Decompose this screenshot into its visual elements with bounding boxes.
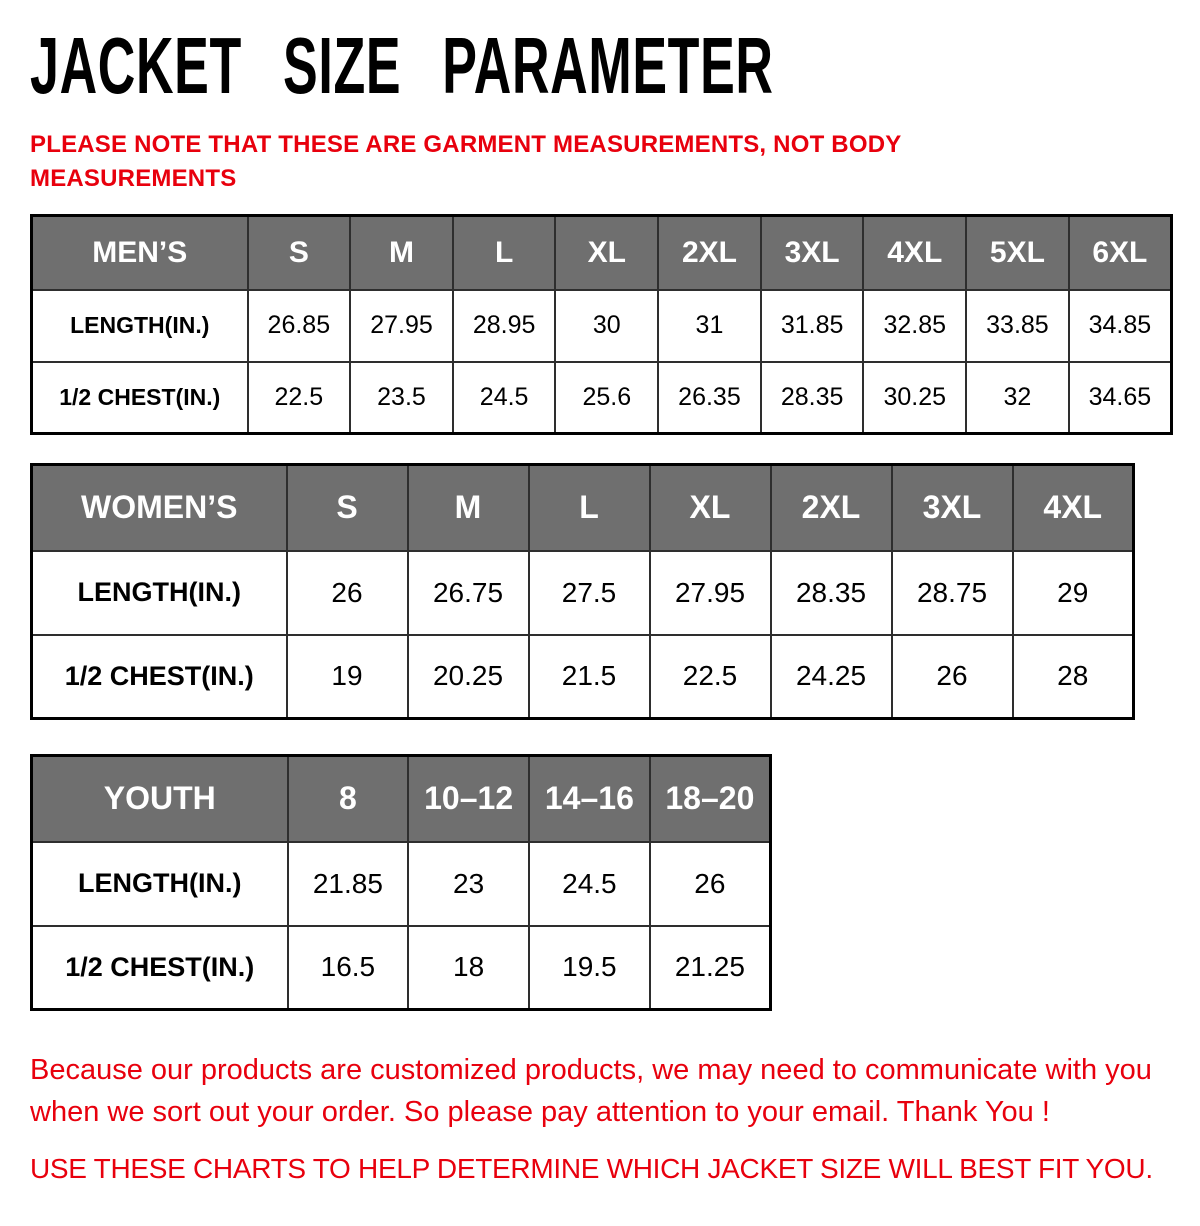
womens-row-label: LENGTH(IN.) xyxy=(32,551,287,635)
womens-table-row xyxy=(32,551,1134,635)
womens-size-value: 26.75 xyxy=(408,551,529,635)
mens-size-value: 26.35 xyxy=(658,362,761,434)
mens-size-value: 31 xyxy=(658,290,761,362)
womens-size-header: 2XL xyxy=(771,465,892,551)
womens-size-header: 4XL xyxy=(1013,465,1134,551)
mens-header-row xyxy=(32,216,1172,290)
womens-size-value: 28 xyxy=(1013,635,1134,719)
mens-size-header: 2XL xyxy=(658,216,761,290)
mens-size-value: 31.85 xyxy=(761,290,864,362)
mens-size-header: 4XL xyxy=(863,216,966,290)
mens-size-value: 30.25 xyxy=(863,362,966,434)
womens-table-title: WOMEN’S xyxy=(32,465,287,551)
youth-row-label: 1/2 CHEST(IN.) xyxy=(32,926,288,1010)
mens-table-row xyxy=(32,290,1172,362)
mens-size-value: 33.85 xyxy=(966,290,1069,362)
mens-size-table xyxy=(30,214,1173,435)
womens-size-value: 19 xyxy=(287,635,408,719)
womens-size-value: 21.5 xyxy=(529,635,650,719)
youth-table-row xyxy=(32,842,771,926)
youth-size-value: 16.5 xyxy=(288,926,409,1010)
mens-size-header: 6XL xyxy=(1069,216,1172,290)
youth-size-value: 23 xyxy=(408,842,529,926)
womens-size-value: 28.75 xyxy=(892,551,1013,635)
measurement-note: PLEASE NOTE THAT THESE ARE GARMENT MEASUREMENTS, NOT BODY MEASUREMENTS xyxy=(30,131,902,192)
womens-size-header: XL xyxy=(650,465,771,551)
womens-size-value: 29 xyxy=(1013,551,1134,635)
youth-header-row xyxy=(32,756,771,842)
womens-size-value: 26 xyxy=(287,551,408,635)
womens-size-value: 24.25 xyxy=(771,635,892,719)
youth-size-header: 8 xyxy=(288,756,409,842)
womens-size-value: 27.5 xyxy=(529,551,650,635)
womens-size-value: 26 xyxy=(892,635,1013,719)
youth-size-value: 26 xyxy=(650,842,771,926)
mens-size-header: 3XL xyxy=(761,216,864,290)
womens-size-value: 27.95 xyxy=(650,551,771,635)
customization-note: Because our products are customized products, we may need to communicate with you when we sort out your order. So please pay attention to your email. Thank You ! xyxy=(30,1054,1152,1128)
youth-size-table xyxy=(30,754,772,1011)
mens-size-value: 34.65 xyxy=(1069,362,1172,434)
mens-table-title: MEN’S xyxy=(32,216,248,290)
womens-row-label: 1/2 CHEST(IN.) xyxy=(32,635,287,719)
womens-size-value: 28.35 xyxy=(771,551,892,635)
mens-size-header: S xyxy=(248,216,351,290)
youth-table-row xyxy=(32,926,771,1010)
mens-size-value: 28.95 xyxy=(453,290,556,362)
youth-size-value: 21.25 xyxy=(650,926,771,1010)
mens-size-value: 34.85 xyxy=(1069,290,1172,362)
size-chart-page xyxy=(30,21,1200,1185)
womens-size-value: 20.25 xyxy=(408,635,529,719)
mens-size-header: L xyxy=(453,216,556,290)
womens-size-table xyxy=(30,463,1135,720)
usage-note: USE THESE CHARTS TO HELP DETERMINE WHICH JACKET SIZE WILL BEST FIT YOU. xyxy=(30,1153,1153,1184)
mens-size-value: 32 xyxy=(966,362,1069,434)
mens-table-row xyxy=(32,362,1172,434)
mens-size-value: 30 xyxy=(555,290,658,362)
womens-size-value: 22.5 xyxy=(650,635,771,719)
womens-size-header: S xyxy=(287,465,408,551)
page-title: JACKET SIZE PARAMETER xyxy=(30,21,774,110)
mens-size-value: 27.95 xyxy=(350,290,453,362)
mens-size-value: 28.35 xyxy=(761,362,864,434)
womens-table-row xyxy=(32,635,1134,719)
youth-size-value: 21.85 xyxy=(288,842,409,926)
youth-size-value: 18 xyxy=(408,926,529,1010)
mens-size-header: XL xyxy=(555,216,658,290)
youth-size-header: 10–12 xyxy=(408,756,529,842)
womens-size-header: L xyxy=(529,465,650,551)
youth-size-value: 24.5 xyxy=(529,842,650,926)
mens-size-value: 24.5 xyxy=(453,362,556,434)
mens-size-header: 5XL xyxy=(966,216,1069,290)
mens-size-value: 32.85 xyxy=(863,290,966,362)
youth-size-header: 14–16 xyxy=(529,756,650,842)
youth-table-title: YOUTH xyxy=(32,756,288,842)
mens-size-header: M xyxy=(350,216,453,290)
youth-row-label: LENGTH(IN.) xyxy=(32,842,288,926)
mens-size-value: 25.6 xyxy=(555,362,658,434)
mens-size-value: 22.5 xyxy=(248,362,351,434)
youth-size-value: 19.5 xyxy=(529,926,650,1010)
mens-size-value: 26.85 xyxy=(248,290,351,362)
mens-size-value: 23.5 xyxy=(350,362,453,434)
mens-row-label: LENGTH(IN.) xyxy=(32,290,248,362)
youth-size-header: 18–20 xyxy=(650,756,771,842)
womens-header-row xyxy=(32,465,1134,551)
womens-size-header: M xyxy=(408,465,529,551)
mens-row-label: 1/2 CHEST(IN.) xyxy=(32,362,248,434)
womens-size-header: 3XL xyxy=(892,465,1013,551)
